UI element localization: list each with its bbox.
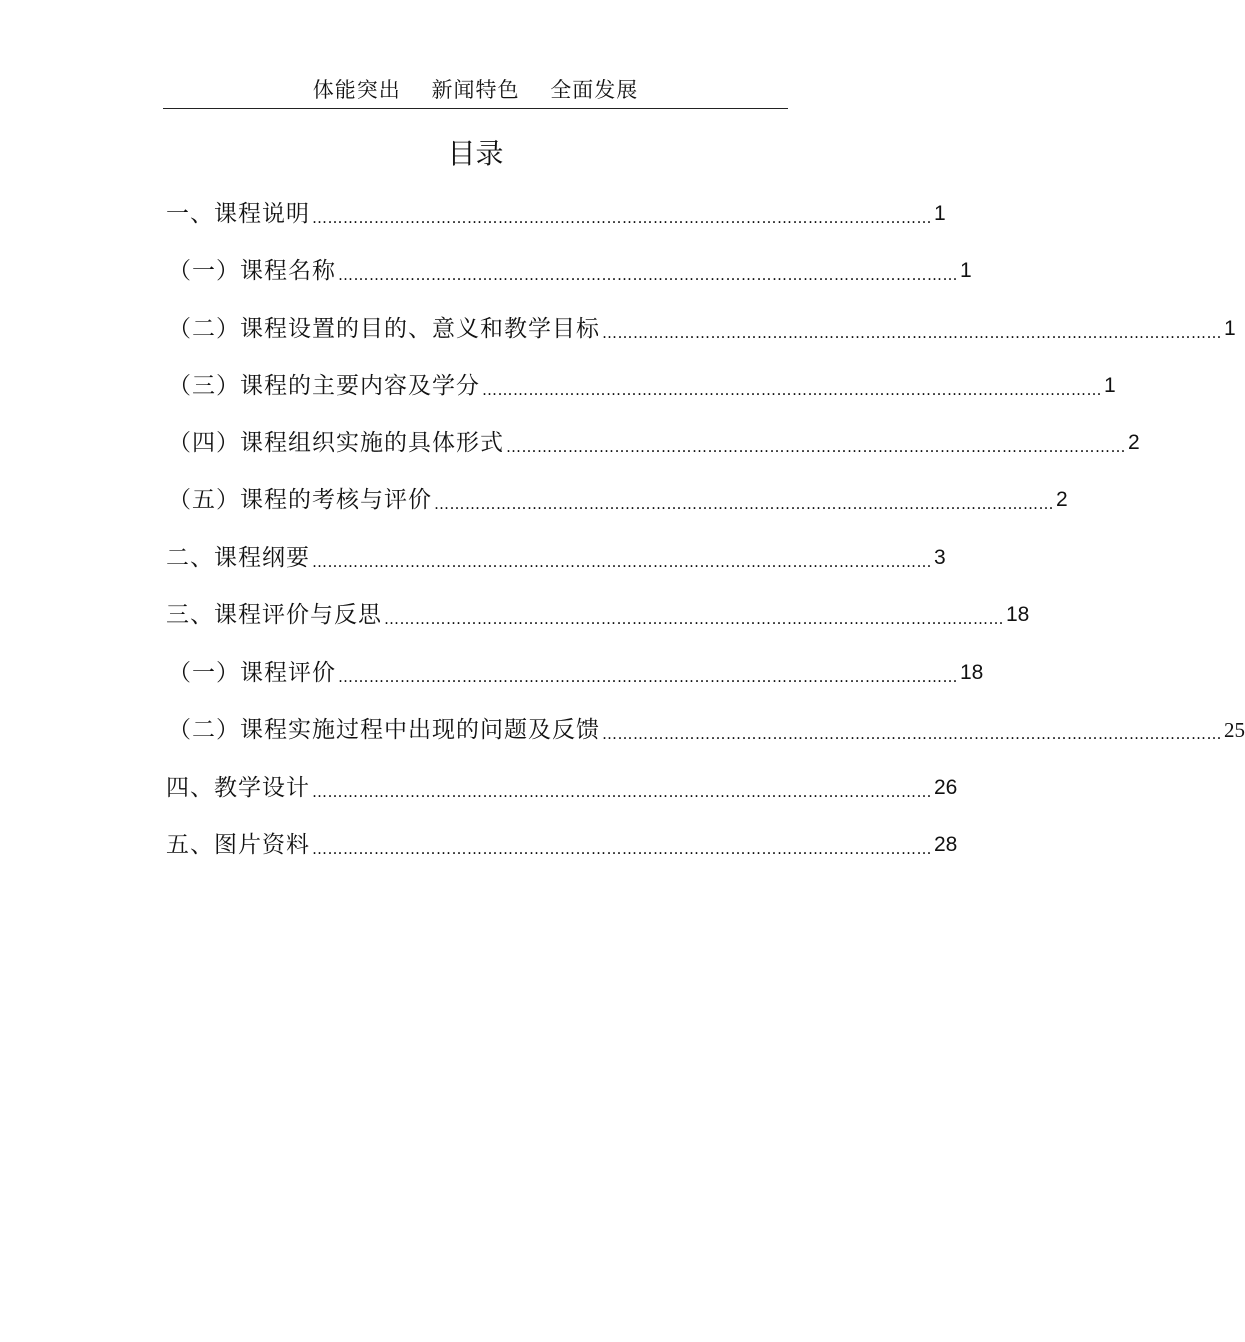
toc-entry-page: 18 (960, 661, 984, 684)
toc-entry-page: 1 (1224, 317, 1236, 340)
toc-entry[interactable] (168, 655, 984, 691)
toc-leader-dots: ………………………………………………………………………………………………………… (384, 610, 1004, 628)
toc-entry-page: 1 (934, 202, 946, 225)
toc-leader-dots: ………………………………………………………………………………………………………… (312, 209, 932, 227)
toc-entry[interactable] (168, 311, 1236, 347)
toc-leader-dots: ………………………………………………………………………………………………………… (602, 725, 1222, 743)
toc-leader-dots: ………………………………………………………………………………………………………… (338, 266, 958, 284)
toc-entry-page: 18 (1006, 603, 1030, 626)
toc-leader-dots: ………………………………………………………………………………………………………… (482, 381, 1102, 399)
toc-entry-page: 26 (934, 776, 958, 799)
toc-entry-page: 2 (1128, 431, 1140, 454)
toc-entry[interactable] (168, 482, 1068, 518)
toc-entry[interactable] (168, 368, 1116, 404)
toc-entry-page: 28 (934, 833, 958, 856)
toc-entry-label: 四、教学设计 (166, 775, 310, 801)
toc-entry-label: （三）课程的主要内容及学分 (168, 373, 480, 399)
toc-entry-label: 二、课程纲要 (166, 545, 310, 571)
toc-entry-label: （二）课程实施过程中出现的问题及反馈 (168, 717, 600, 743)
toc-leader-dots: ………………………………………………………………………………………………………… (312, 840, 932, 858)
toc-entry[interactable] (168, 712, 1245, 748)
toc-entry-label: （一）课程评价 (168, 660, 336, 686)
toc-leader-dots: ………………………………………………………………………………………………………… (434, 495, 1054, 513)
toc-entry-label: （四）课程组织实施的具体形式 (168, 430, 504, 456)
page-header: 体能突出 新闻特色 全面发展 (312, 78, 639, 102)
toc-leader-dots: ………………………………………………………………………………………………………… (312, 783, 932, 801)
toc-entry-label: 三、课程评价与反思 (166, 602, 382, 628)
toc-entry-page: 2 (1056, 488, 1068, 511)
toc-entry[interactable] (166, 827, 958, 863)
toc-entry[interactable] (166, 597, 1030, 633)
toc-entry-page: 1 (960, 259, 972, 282)
toc-entry-page: 1 (1104, 374, 1116, 397)
toc-entry-label: 五、图片资料 (166, 832, 310, 858)
toc-entry[interactable] (166, 540, 946, 576)
toc-entry-label: （一）课程名称 (168, 258, 336, 284)
toc-leader-dots: ………………………………………………………………………………………………………… (506, 438, 1126, 456)
toc-entry[interactable] (168, 425, 1140, 461)
toc-entry[interactable] (166, 196, 946, 232)
toc-leader-dots: ………………………………………………………………………………………………………… (602, 324, 1222, 342)
toc-leader-dots: ………………………………………………………………………………………………………… (338, 668, 958, 686)
toc-entry-page: 25 (1224, 718, 1245, 742)
toc-entry-page: 3 (934, 546, 946, 569)
toc-entry[interactable] (166, 770, 958, 806)
toc-title: 目录 (447, 137, 504, 170)
toc-entry-label: （五）课程的考核与评价 (168, 487, 432, 513)
toc-leader-dots: ………………………………………………………………………………………………………… (312, 553, 932, 571)
toc-entry-label: 一、课程说明 (166, 201, 310, 227)
toc-entry[interactable] (168, 253, 972, 289)
toc-entry-label: （二）课程设置的目的、意义和教学目标 (168, 316, 600, 342)
